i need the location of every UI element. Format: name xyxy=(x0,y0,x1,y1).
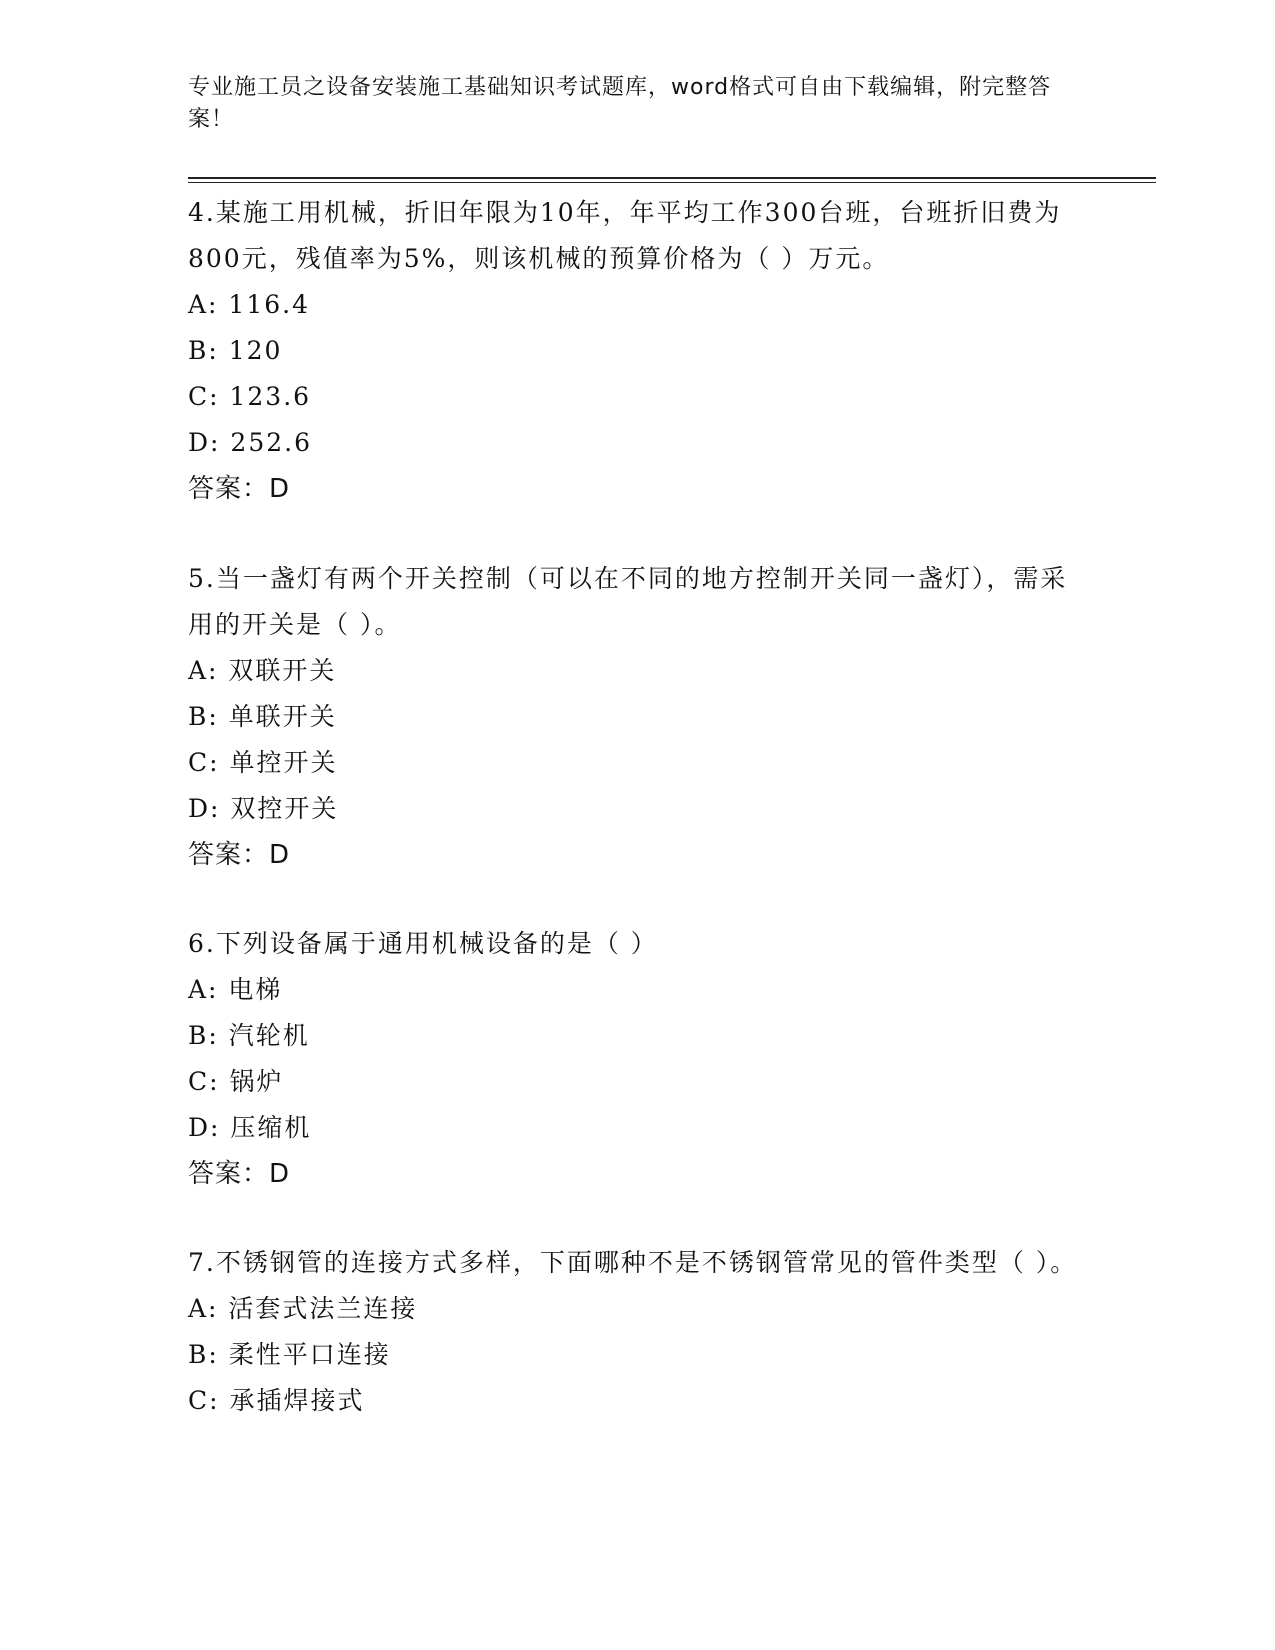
question-7 xyxy=(188,1240,1088,1424)
option-b: B: 120 xyxy=(188,336,283,365)
option-d: D: 双控开关 xyxy=(188,794,339,823)
answer: 答案：D xyxy=(188,474,291,504)
option-b: B: 汽轮机 xyxy=(188,1021,310,1050)
header-divider-thin xyxy=(188,182,1156,183)
question-stem: 5.当一盏灯有两个开关控制（可以在不同的地方控制开关同一盏灯），需采用的开关是（ ）。 xyxy=(188,564,1068,639)
option-a: A: 活套式法兰连接 xyxy=(188,1294,418,1323)
answer: 答案：D xyxy=(188,840,291,870)
option-a: A: 116.4 xyxy=(188,290,310,319)
document-header: 专业施工员之设备安装施工基础知识考试题库，word格式可自由下载编辑，附完整答案！ xyxy=(188,75,1052,132)
option-c: C: 单控开关 xyxy=(188,748,338,777)
option-c: C: 承插焊接式 xyxy=(188,1386,365,1415)
option-c: C: 123.6 xyxy=(188,382,312,411)
question-4 xyxy=(188,190,1088,512)
question-stem: 6.下列设备属于通用机械设备的是（ ） xyxy=(188,929,658,958)
option-a: A: 电梯 xyxy=(188,975,283,1004)
answer: 答案：D xyxy=(188,1159,291,1189)
option-d: D: 252.6 xyxy=(188,428,312,457)
option-b: B: 柔性平口连接 xyxy=(188,1340,391,1369)
option-c: C: 锅炉 xyxy=(188,1067,284,1096)
option-d: D: 压缩机 xyxy=(188,1113,312,1142)
question-stem: 7.不锈钢管的连接方式多样，下面哪种不是不锈钢管常见的管件类型（ ）。 xyxy=(188,1248,1078,1277)
header-divider xyxy=(188,177,1156,179)
option-b: B: 单联开关 xyxy=(188,702,337,731)
question-6 xyxy=(188,921,1088,1197)
option-a: A: 双联开关 xyxy=(188,656,337,685)
question-5 xyxy=(188,556,1088,878)
question-stem: 4.某施工用机械，折旧年限为10年，年平均工作300台班，台班折旧费为800元，残值率为5%，则该机械的预算价格为（ ）万元。 xyxy=(188,198,1062,273)
